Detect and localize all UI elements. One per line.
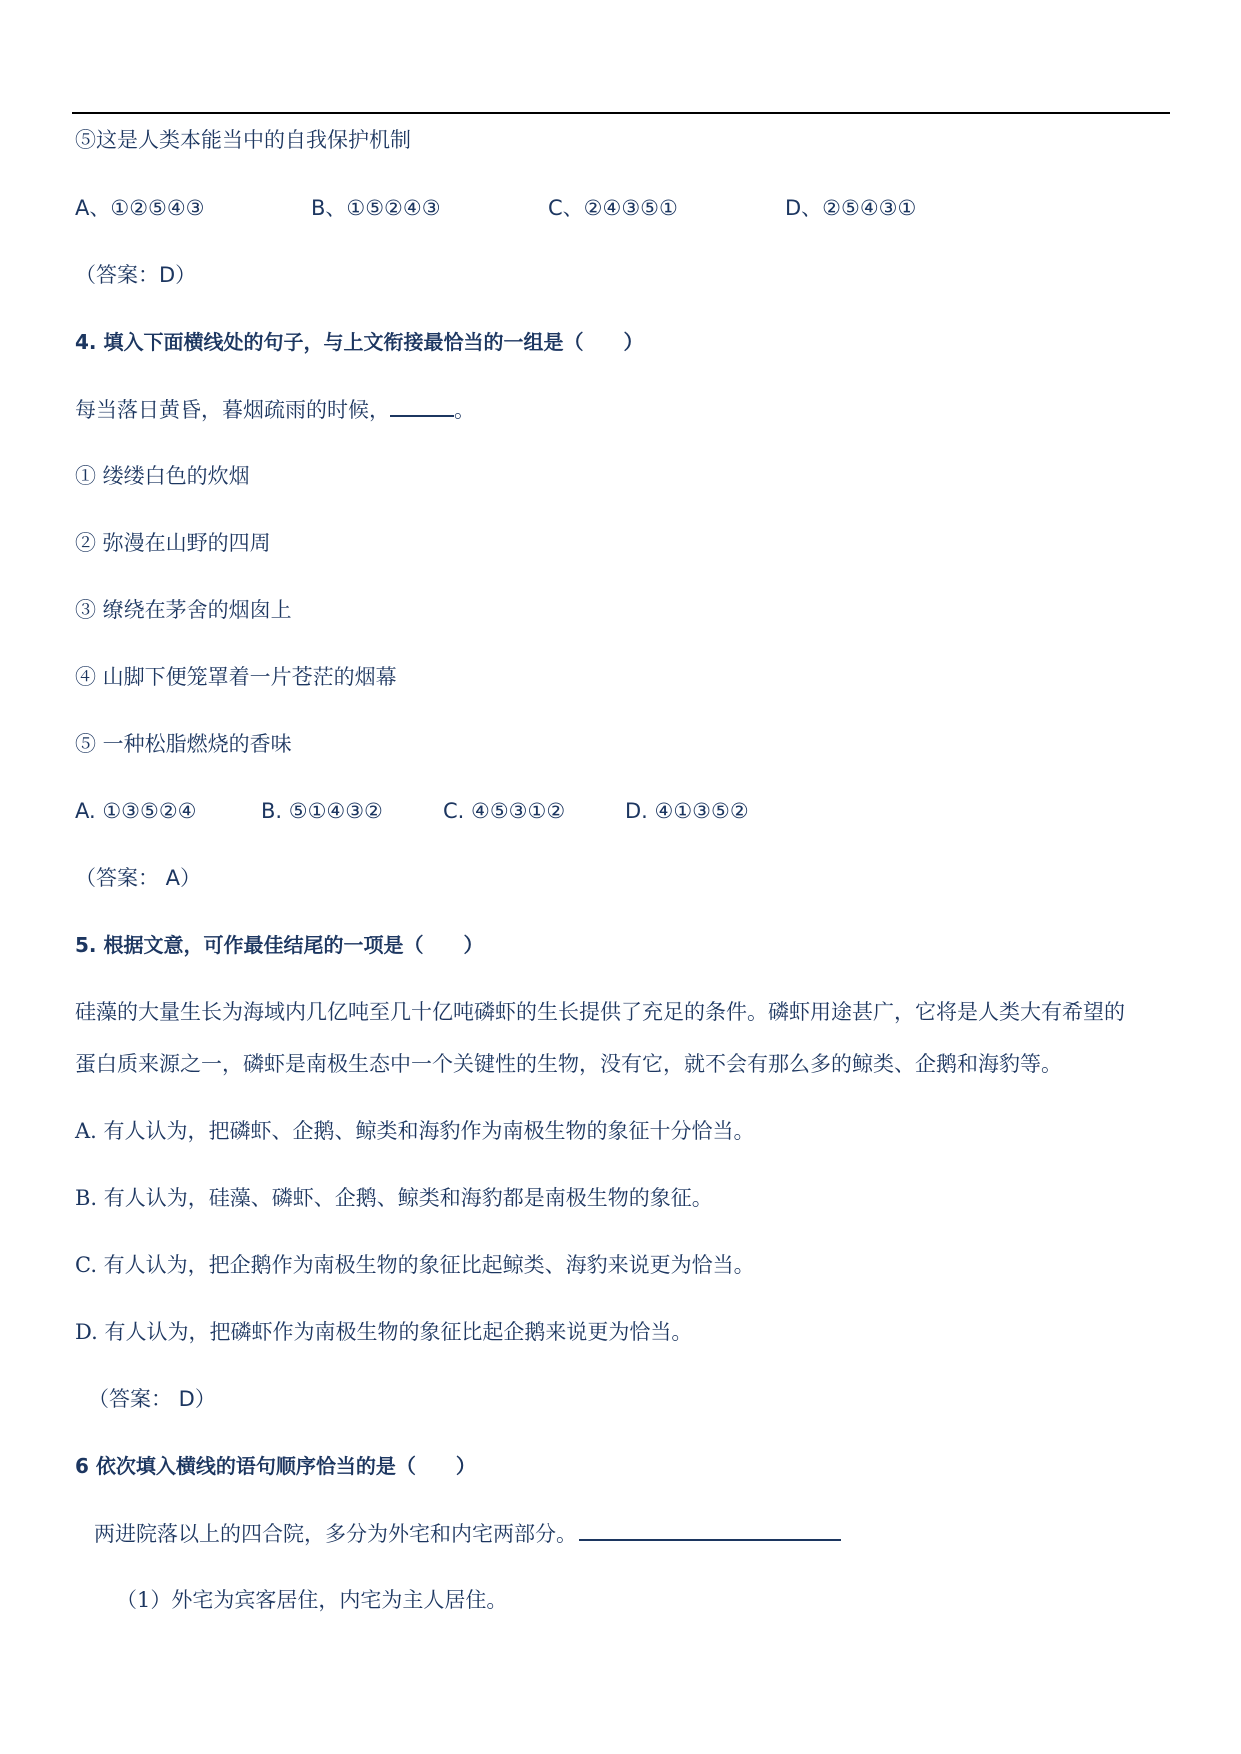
prev-item-5: ⑤这是人类本能当中的自我保护机制 [75, 128, 411, 152]
q4-option-c: C. ④⑤③①② [443, 799, 566, 823]
q4-blank [390, 395, 454, 417]
q5-passage-line-1: 硅藻的大量生长为海域内几亿吨至几十亿吨磷虾的生长提供了充足的条件。磷虾用途甚广，它将是人类大有希望的 [75, 1000, 1125, 1024]
prev-option-d: D、②⑤④③① [785, 196, 917, 220]
q4-stem [75, 395, 475, 424]
q6-stem-text: 两进院落以上的四合院，多分为外宅和内宅两部分。 [94, 1522, 577, 1546]
q4-item-5: ⑤ 一种松脂燃烧的香味 [75, 732, 292, 756]
q4-answer: （答案： A） [75, 866, 202, 890]
q5-passage-line-2: 蛋白质来源之一，磷虾是南极生态中一个关键性的生物，没有它，就不会有那么多的鲸类、企鹅和海豹等。 [75, 1052, 1062, 1076]
q4-option-a: A. ①③⑤②④ [75, 799, 197, 823]
q5-option-d: D. 有人认为，把磷虾作为南极生物的象征比起企鹅来说更为恰当。 [75, 1320, 693, 1344]
prev-option-a: A、①②⑤④③ [75, 196, 205, 220]
q5-title: 5. 根据文意，可作最佳结尾的一项是（ ） [75, 933, 484, 957]
q4-option-d: D. ④①③⑤② [625, 799, 749, 823]
q4-item-1: ① 缕缕白色的炊烟 [75, 464, 250, 488]
header-rule [72, 112, 1170, 114]
q5-answer: （答案： D） [88, 1387, 216, 1411]
q5-option-a: A. 有人认为，把磷虾、企鹅、鲸类和海豹作为南极生物的象征十分恰当。 [75, 1119, 755, 1143]
q4-option-b: B. ⑤①④③② [261, 799, 383, 823]
q6-item-1: （1）外宅为宾客居住，内宅为主人居住。 [116, 1588, 508, 1612]
q6-title: 6 依次填入横线的语句顺序恰当的是（ ） [75, 1454, 476, 1478]
q4-title: 4. 填入下面横线处的句子，与上文衔接最恰当的一组是（ ） [75, 330, 644, 354]
q4-stem-end: 。 [454, 398, 475, 422]
q4-item-4: ④ 山脚下便笼罩着一片苍茫的烟幕 [75, 665, 397, 689]
q5-option-c: C. 有人认为，把企鹅作为南极生物的象征比起鲸类、海豹来说更为恰当。 [75, 1253, 755, 1277]
prev-option-c: C、②④③⑤① [548, 196, 678, 220]
q4-stem-text: 每当落日黄昏，暮烟疏雨的时候， [75, 398, 390, 422]
q4-item-2: ② 弥漫在山野的四周 [75, 531, 271, 555]
prev-option-b: B、①⑤②④③ [311, 196, 441, 220]
q6-blank [579, 1519, 841, 1541]
q4-item-3: ③ 缭绕在茅舍的烟囱上 [75, 598, 292, 622]
q6-stem [94, 1519, 841, 1548]
prev-answer: （答案：D） [75, 263, 197, 287]
q5-option-b: B. 有人认为，硅藻、磷虾、企鹅、鲸类和海豹都是南极生物的象征。 [75, 1186, 713, 1210]
